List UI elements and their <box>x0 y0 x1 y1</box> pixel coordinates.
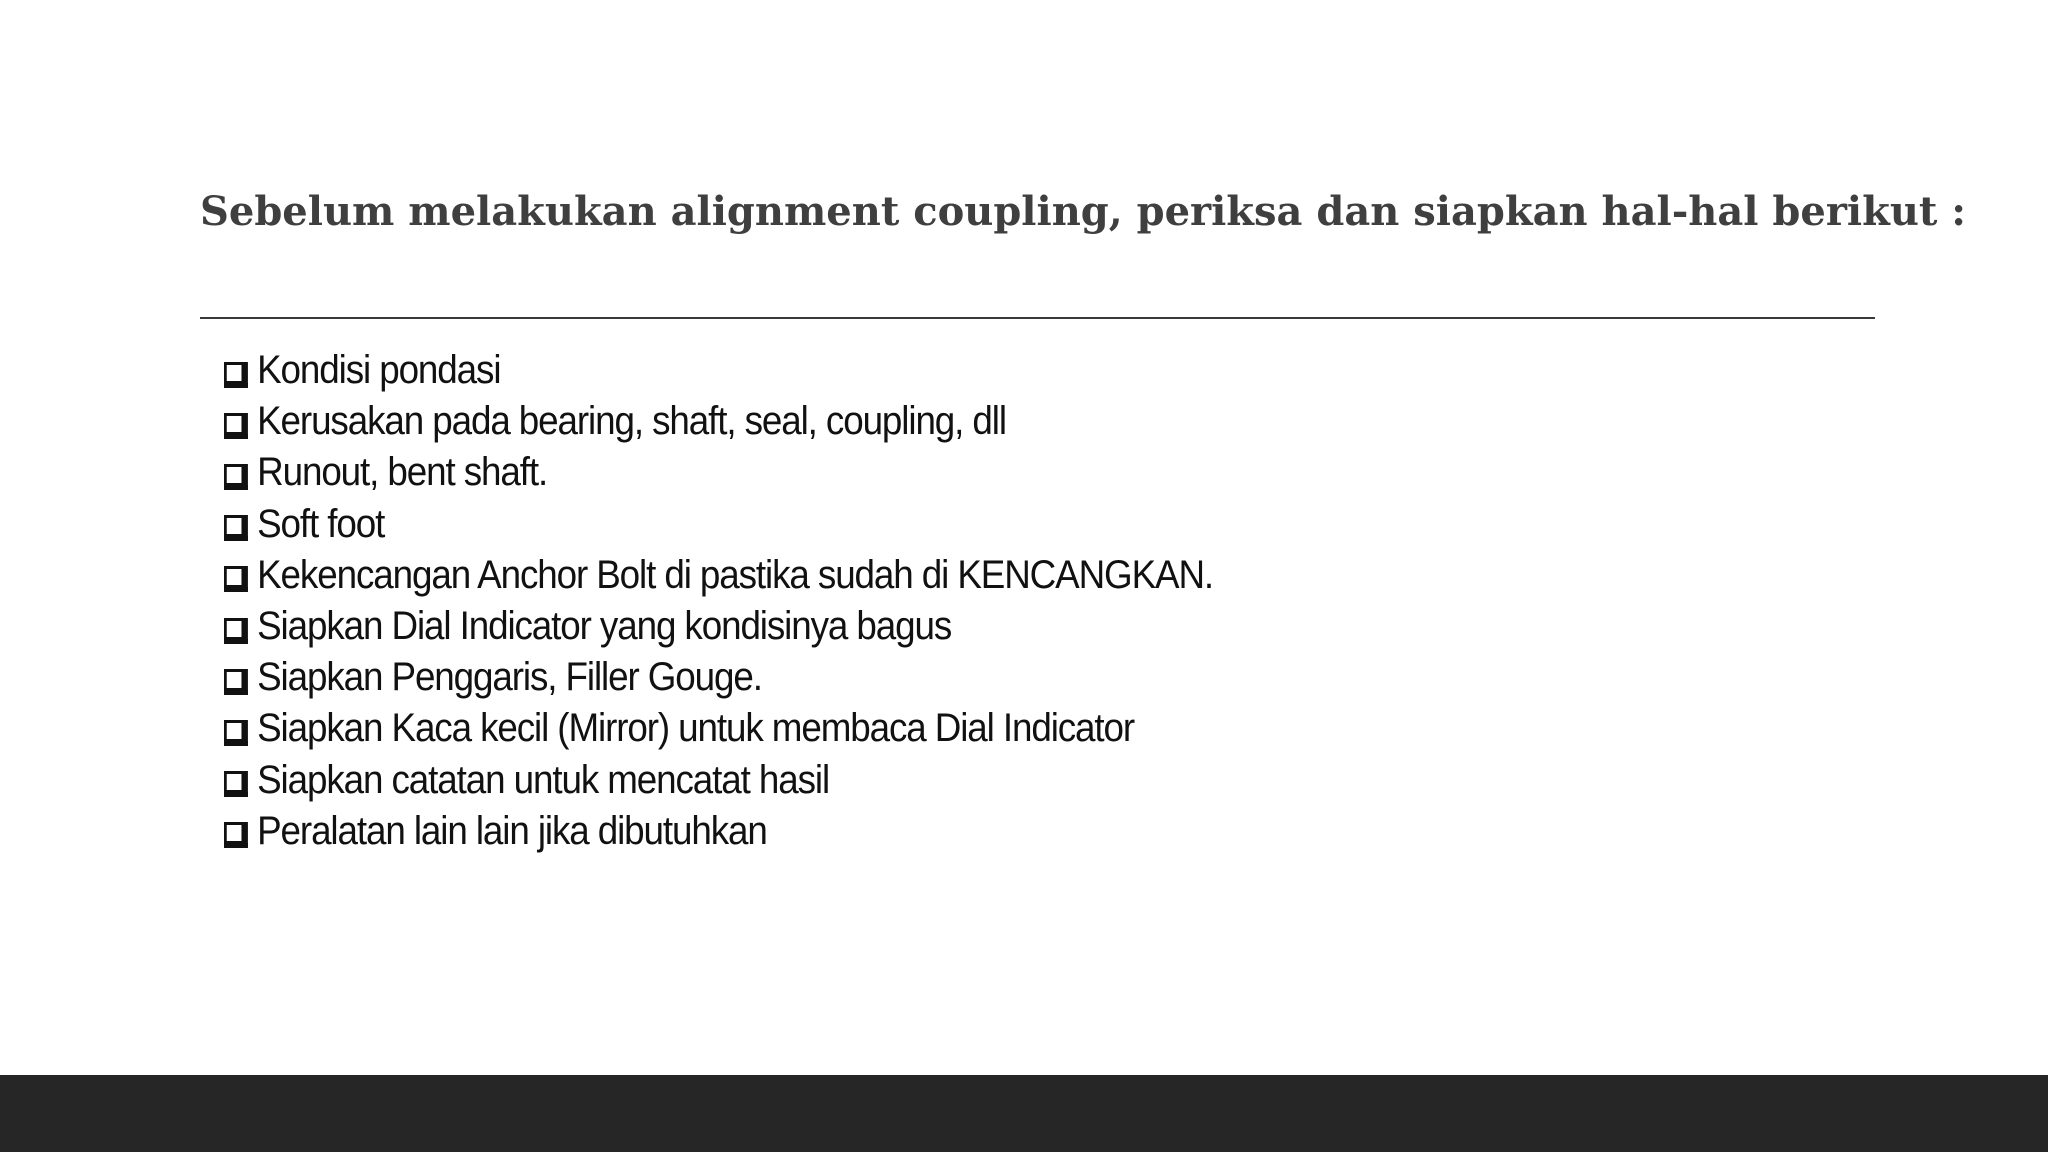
checklist-item-label: Kondisi pondasi <box>257 348 501 393</box>
checklist-item-label: Runout, bent shaft. <box>257 450 548 495</box>
checklist-item <box>224 601 1213 652</box>
checklist <box>224 345 1299 857</box>
checklist-item <box>224 806 1213 857</box>
checkbox-empty-icon <box>224 822 244 844</box>
checklist-item-label: Siapkan catatan untuk mencatat hasil <box>257 757 830 802</box>
checkbox-empty-icon <box>224 771 244 793</box>
checkbox-empty-icon <box>224 669 244 691</box>
checklist-item-label: Siapkan Dial Indicator yang kondisinya bagus <box>257 604 952 649</box>
checklist-item <box>224 396 1213 447</box>
checklist-item <box>224 703 1213 754</box>
checkbox-empty-icon <box>224 566 244 588</box>
checklist-item <box>224 499 1213 550</box>
checkbox-empty-icon <box>224 362 244 384</box>
checklist-item <box>224 755 1213 806</box>
title-divider <box>200 317 1875 319</box>
checklist-item <box>224 447 1213 498</box>
slide-title: Sebelum melakukan alignment coupling, periksa dan siapkan hal-hal berikut : <box>200 188 1967 235</box>
checklist-item <box>224 652 1213 703</box>
checkbox-empty-icon <box>224 618 244 640</box>
checkbox-empty-icon <box>224 464 244 486</box>
checklist-item <box>224 550 1213 601</box>
footer-bar <box>0 1075 2048 1152</box>
checklist-item-label: Kerusakan pada bearing, shaft, seal, coupling, dll <box>257 399 1006 444</box>
checklist-item-label: Soft foot <box>257 501 385 546</box>
checklist-item-label: Peralatan lain lain jika dibutuhkan <box>257 808 767 853</box>
checklist-item-label: Siapkan Kaca kecil (Mirror) untuk membaca Dial Indicator <box>257 706 1135 751</box>
checklist-item <box>224 345 1213 396</box>
checklist-item-label: Kekencangan Anchor Bolt di pastika sudah di KENCANGKAN. <box>257 552 1214 597</box>
checkbox-empty-icon <box>224 413 244 435</box>
checkbox-empty-icon <box>224 720 244 742</box>
checklist-item-label: Siapkan Penggaris, Filler Gouge. <box>257 655 762 700</box>
checkbox-empty-icon <box>224 515 244 537</box>
